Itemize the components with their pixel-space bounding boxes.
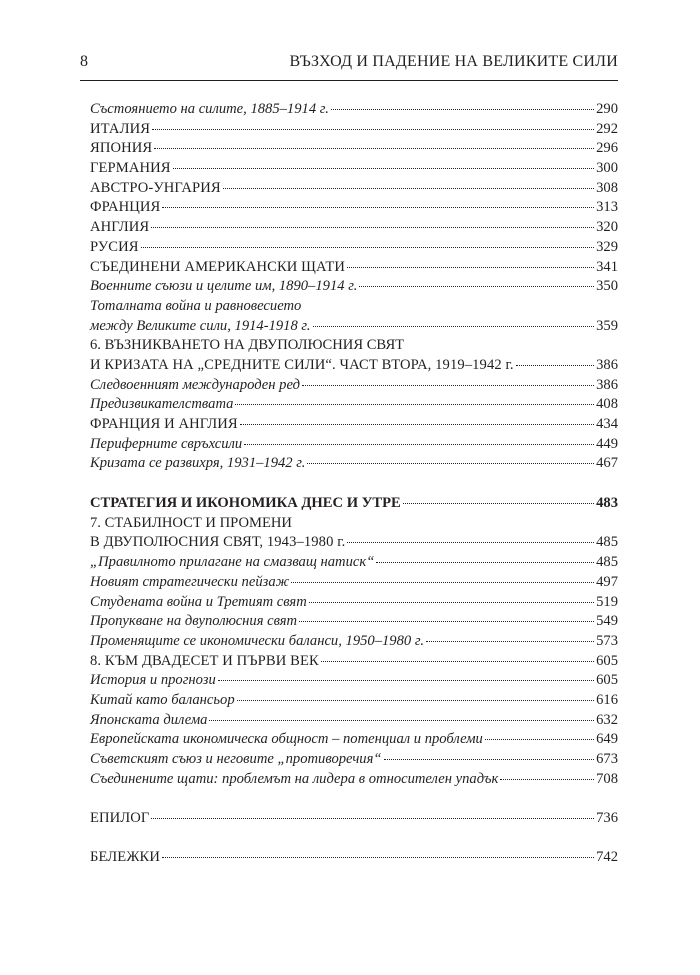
toc-entry-title: между Великите сили, 1914-1918 г. <box>90 317 311 334</box>
dot-leader <box>237 700 594 701</box>
toc-entry <box>90 121 618 141</box>
toc-entry-page: 485 <box>596 554 618 571</box>
toc-entry-page: 605 <box>596 672 618 689</box>
toc-entry-page: 673 <box>596 751 618 767</box>
toc-entry-title: Следвоенният международен ред <box>90 376 300 393</box>
toc-entry <box>90 396 618 416</box>
toc-entry-page: 649 <box>596 731 618 748</box>
dot-leader <box>347 542 594 543</box>
toc-entry-title: Съветският съюз и неговите „противоречия“ <box>90 751 382 767</box>
toc-entry-title: И КРИЗАТА НА „СРЕДНИТЕ СИЛИ“. ЧАСТ ВТОРА, 1919–1942 г. <box>90 356 514 373</box>
toc-block-2 <box>90 377 618 475</box>
toc-entry <box>90 259 618 279</box>
toc-entry-page: 341 <box>596 258 618 275</box>
toc-entry-epilogue <box>90 810 618 830</box>
dot-leader <box>321 661 594 662</box>
toc-entry <box>90 731 618 751</box>
toc-entry-title: Китай като балансьор <box>90 691 235 708</box>
dot-leader <box>154 148 594 149</box>
dot-leader <box>291 582 594 583</box>
table-of-contents <box>90 101 618 869</box>
toc-entry-line: Тоталната война и равновесието <box>90 297 302 314</box>
toc-entry-title: „Правилното прилагане на смазващ натиск“ <box>90 554 375 571</box>
toc-entry-page: 350 <box>596 278 618 295</box>
toc-part-entry <box>90 495 618 515</box>
dot-leader <box>302 385 594 386</box>
toc-entry <box>90 357 618 377</box>
toc-entry-title: Европейската икономическа общност – потенциал и проблеми <box>90 731 483 748</box>
dot-leader <box>331 109 594 110</box>
chapter-heading-line: 6. ВЪЗНИКВАНЕТО НА ДВУПОЛЮСНИЯ СВЯТ <box>90 337 405 354</box>
dot-leader <box>309 602 594 603</box>
toc-entry-page: 573 <box>596 632 618 649</box>
toc-entry-page: 736 <box>596 809 618 826</box>
toc-entry-title: АНГЛИЯ <box>90 219 150 236</box>
toc-entry-page: 485 <box>596 534 618 551</box>
toc-entry-title: ИТАЛИЯ <box>90 120 151 137</box>
toc-entry-page: 616 <box>596 691 618 708</box>
toc-entry <box>90 180 618 200</box>
running-title: ВЪЗХОД И ПАДЕНИЕ НА ВЕЛИКИТЕ СИЛИ <box>289 53 618 70</box>
dot-leader <box>307 463 594 464</box>
toc-entry-page: 549 <box>596 613 618 630</box>
dot-leader <box>313 326 595 327</box>
toc-entry-page: 519 <box>596 593 618 610</box>
dot-leader <box>244 444 594 445</box>
toc-entry-page: 386 <box>596 356 618 373</box>
section-gap <box>90 829 618 848</box>
toc-entry-title: БЕЛЕЖКИ <box>90 848 160 865</box>
toc-entry-page: 300 <box>596 160 618 177</box>
toc-entry <box>90 633 618 653</box>
toc-entry <box>90 101 618 121</box>
toc-entry <box>90 534 618 554</box>
toc-entry-page: 483 <box>596 495 618 512</box>
dot-leader <box>235 404 594 405</box>
toc-entry-title: Студената война и Третият свят <box>90 593 307 610</box>
toc-entry <box>90 653 618 673</box>
toc-entry <box>90 554 618 574</box>
toc-entry-title: ЕПИЛОГ <box>90 809 150 826</box>
toc-entry-page: 708 <box>596 770 618 787</box>
dot-leader <box>162 207 594 208</box>
toc-entry <box>90 771 618 791</box>
toc-entry-title: Пропукване на двуполюсния свят <box>90 613 298 630</box>
dot-leader <box>141 247 595 248</box>
dot-leader <box>218 680 594 681</box>
toc-entry-page: 359 <box>596 317 618 334</box>
dot-leader <box>151 227 594 228</box>
page-number: 8 <box>80 53 89 70</box>
dot-leader <box>223 188 594 189</box>
toc-entry-title: ФРАНЦИЯ И АНГЛИЯ <box>90 416 238 432</box>
toc-entry-page: 742 <box>596 848 618 865</box>
toc-entry-page: 296 <box>596 140 618 157</box>
toc-block-1 <box>90 101 618 298</box>
toc-entry-page: 329 <box>596 238 618 255</box>
toc-entry-page: 308 <box>596 179 618 196</box>
toc-entry <box>90 377 618 397</box>
dot-leader <box>240 424 594 425</box>
dot-leader <box>162 857 594 858</box>
toc-entry-title: Съединените щати: проблемът на лидера в относителен упадък <box>90 770 499 787</box>
dot-leader <box>151 818 594 819</box>
toc-entry <box>90 140 618 160</box>
dot-leader <box>152 129 594 130</box>
toc-entry-page: 320 <box>596 219 618 236</box>
toc-entry <box>90 712 618 732</box>
dot-leader <box>485 739 594 740</box>
toc-entry-title: 8. КЪМ ДВАДЕСЕТ И ПЪРВИ ВЕК <box>90 652 319 669</box>
toc-entry-page: 632 <box>596 711 618 728</box>
toc-entry-title: Предизвикателствата <box>90 396 234 413</box>
toc-entry-title: История и прогнози <box>90 672 216 689</box>
toc-entry-page: 449 <box>596 435 618 452</box>
toc-entry <box>90 160 618 180</box>
toc-entry <box>90 574 618 594</box>
toc-entry <box>90 278 618 298</box>
toc-entry <box>90 751 618 771</box>
toc-entry-title: ГЕРМАНИЯ <box>90 160 171 177</box>
toc-entry-title: АВСТРО-УНГАРИЯ <box>90 179 221 196</box>
dot-leader <box>173 168 595 169</box>
toc-entry <box>90 219 618 239</box>
toc-entry <box>90 239 618 259</box>
toc-entry-page: 467 <box>596 455 618 472</box>
toc-entry-title: ФРАНЦИЯ <box>90 199 161 216</box>
toc-entry-page: 434 <box>596 416 618 432</box>
section-gap <box>90 475 618 495</box>
dot-leader <box>426 641 594 642</box>
toc-entry-page: 313 <box>596 199 618 216</box>
toc-entry-title: СТРАТЕГИЯ И ИКОНОМИКА ДНЕС И УТРЕ <box>90 495 401 512</box>
toc-entry-page: 605 <box>596 652 618 669</box>
toc-entry <box>90 436 618 456</box>
toc-entry <box>90 672 618 692</box>
dot-leader <box>403 503 594 504</box>
section-gap <box>90 790 618 809</box>
toc-block-3 <box>90 554 618 790</box>
toc-entry-title: В ДВУПОЛЮСНИЯ СВЯТ, 1943–1980 г. <box>90 534 346 551</box>
toc-entry-page: 497 <box>596 573 618 590</box>
toc-entry <box>90 692 618 712</box>
toc-entry-title: Състоянието на силите, 1885–1914 г. <box>90 101 329 117</box>
toc-entry-title: Променящите се икономически баланси, 1950–1980 г. <box>90 632 424 649</box>
header-rule <box>80 80 618 81</box>
dot-leader <box>376 562 594 563</box>
toc-entry <box>90 613 618 633</box>
dot-leader <box>516 365 594 366</box>
toc-entry <box>90 455 618 475</box>
toc-entry-title: Новият стратегически пейзаж <box>90 573 290 590</box>
toc-entry-page: 408 <box>596 396 618 413</box>
running-header <box>80 53 618 71</box>
toc-entry-title: Военните съюзи и целите им, 1890–1914 г. <box>90 278 358 295</box>
chapter-heading-line: 7. СТАБИЛНОСТ И ПРОМЕНИ <box>90 514 292 531</box>
toc-entry-title: Кризата се развихря, 1931–1942 г. <box>90 455 306 472</box>
toc-entry-page: 290 <box>596 101 618 117</box>
dot-leader <box>500 779 594 780</box>
toc-entry-notes <box>90 849 618 869</box>
dot-leader <box>209 720 594 721</box>
toc-entry-title: ЯПОНИЯ <box>90 140 153 157</box>
toc-entry-title: РУСИЯ <box>90 238 139 255</box>
toc-entry <box>90 199 618 219</box>
toc-entry-page: 292 <box>596 120 618 137</box>
toc-entry <box>90 594 618 614</box>
toc-entry-title: Японската дилема <box>90 711 208 728</box>
toc-entry-page: 386 <box>596 376 618 393</box>
toc-entry-title: Периферните свръхсили <box>90 435 243 452</box>
toc-entry-title: СЪЕДИНЕНИ АМЕРИКАНСКИ ЩАТИ <box>90 258 346 275</box>
dot-leader <box>359 286 594 287</box>
dot-leader <box>299 621 594 622</box>
dot-leader <box>384 759 595 760</box>
toc-entry <box>90 318 618 338</box>
dot-leader <box>347 267 594 268</box>
toc-entry <box>90 416 618 436</box>
